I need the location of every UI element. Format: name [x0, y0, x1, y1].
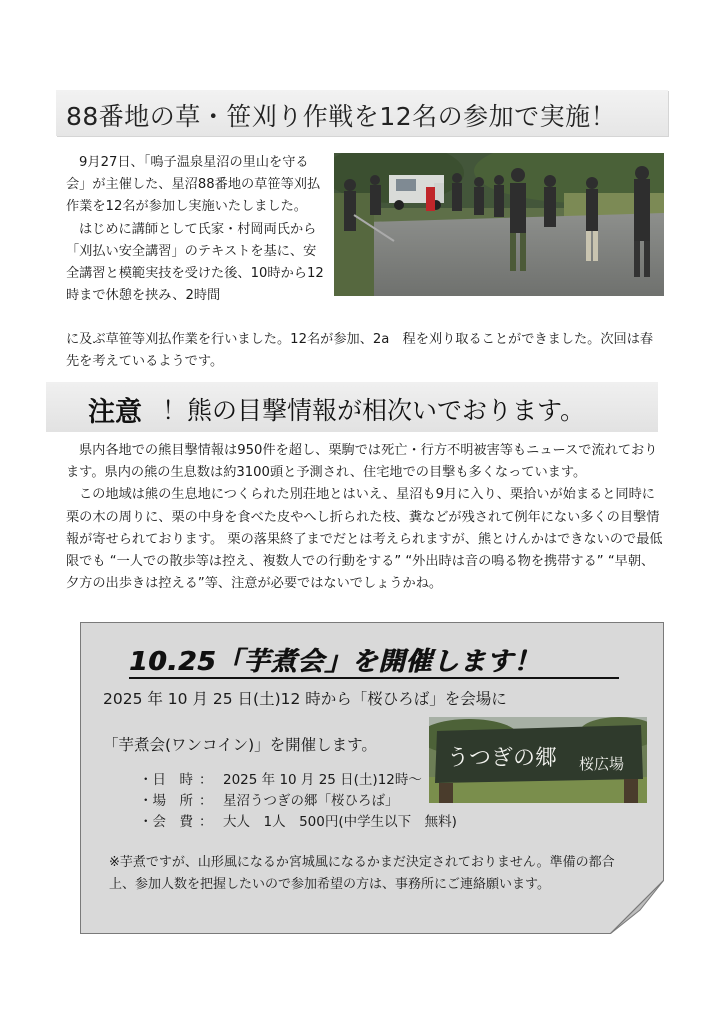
- imoni-event-box: [80, 622, 664, 934]
- sign-sub-text: 桜広場: [579, 755, 625, 773]
- detail-value: 星沼うつぎの郷「桜ひろば」: [223, 793, 399, 809]
- mowing-para-line-1: 9月27日、「鳴子温泉星沼の里山を守る会」が主催した、星沼88番地の草笹等刈払作業を12名が参加し実施いたしました。: [66, 155, 321, 215]
- mowing-paragraph-continued: に及ぶ草笹等刈払作業を行いました。12名が参加、2a 程を刈り取ることができました。次回は春先を考えているようです。: [66, 332, 654, 370]
- warning-label: 注意: [88, 397, 142, 428]
- event-detail-row: [139, 791, 457, 812]
- event-title-underline: [129, 677, 619, 679]
- detail-key: ・場 所: [139, 793, 193, 809]
- event-detail-row: [139, 812, 457, 833]
- bear-para-2: この地域は熊の生息地につくられた別荘地とはいえ、星沼も9月に入り、栗拾いが始まると同時に栗の木の周りに、栗の中身を食べた皮やへし折られた枝、糞などが残されて例年にない多くの目撃情報が寄せられております。 栗の落果終了までだとは考えられますが、熊とけんかはできないので最低限でも “一人での散歩等は控え、複数人での行動をする” “外出時は音の鳴る物を携帯する” “早朝、夕方の出歩きは控える”等、注意が必要ではないでしょうかね。: [66, 487, 663, 592]
- event-intro-line-2: 「芋煮会(ワンコイン)」を開催します。: [103, 736, 377, 754]
- bear-para-1: 県内各地での熊目撃情報は950件を超し、栗駒では死亡・行方不明被害等もニュースで流れております。県内の熊の生息数は約3100頭と予測され、住宅地での目撃も多くなっています。: [66, 443, 658, 481]
- detail-colon: ：: [199, 814, 213, 830]
- detail-key: ・会 費: [139, 814, 193, 830]
- section-heading-mowing: [56, 90, 668, 136]
- event-details: [139, 770, 457, 833]
- bear-heading-text: ！熊の目撃情報が相次いでおります。: [162, 396, 586, 425]
- event-intro-line-1: 2025 年 10 月 25 日(土)12 時から「桜ひろば」を会場に: [103, 690, 507, 708]
- sign-photo-image: [429, 717, 647, 803]
- event-title: 10.25「芋煮会」を開催します！: [129, 647, 541, 677]
- detail-value: 2025 年 10 月 25 日(土)12時～: [223, 772, 422, 788]
- detail-key: ・日 時: [139, 772, 193, 788]
- event-note: ※芋煮ですが、山形風になるか宮城風になるかまだ決定されておりません。準備の都合上、参加人数を把握したいので参加希望の方は、事務所にご連絡願います。: [109, 855, 615, 892]
- page-curl-decoration: [610, 880, 664, 934]
- mowing-heading-text: 88番地の草・笹刈り作戦を12名の参加で実施！: [66, 102, 617, 131]
- mowing-paragraph: [66, 152, 324, 307]
- detail-colon: ：: [199, 793, 213, 809]
- event-detail-row: [139, 770, 457, 791]
- bear-warning-paragraph: [66, 440, 666, 595]
- detail-colon: ：: [199, 772, 213, 788]
- mowing-photo-image: [334, 153, 664, 296]
- utsugi-sign-photo: [429, 717, 647, 803]
- section-heading-bear-warning: [46, 382, 658, 432]
- mowing-group-photo: [334, 153, 664, 296]
- mowing-para-line-2: はじめに講師として氏家・村岡両氏から「刈払い安全講習」のテキストを基に、安全講習と模範実技を受けた後、10時から12時まで休憩を挟み、2時間: [66, 221, 324, 304]
- sign-main-text: うつぎの郷: [447, 746, 558, 771]
- detail-value: 大人 1人 500円(中学生以下 無料): [223, 814, 457, 830]
